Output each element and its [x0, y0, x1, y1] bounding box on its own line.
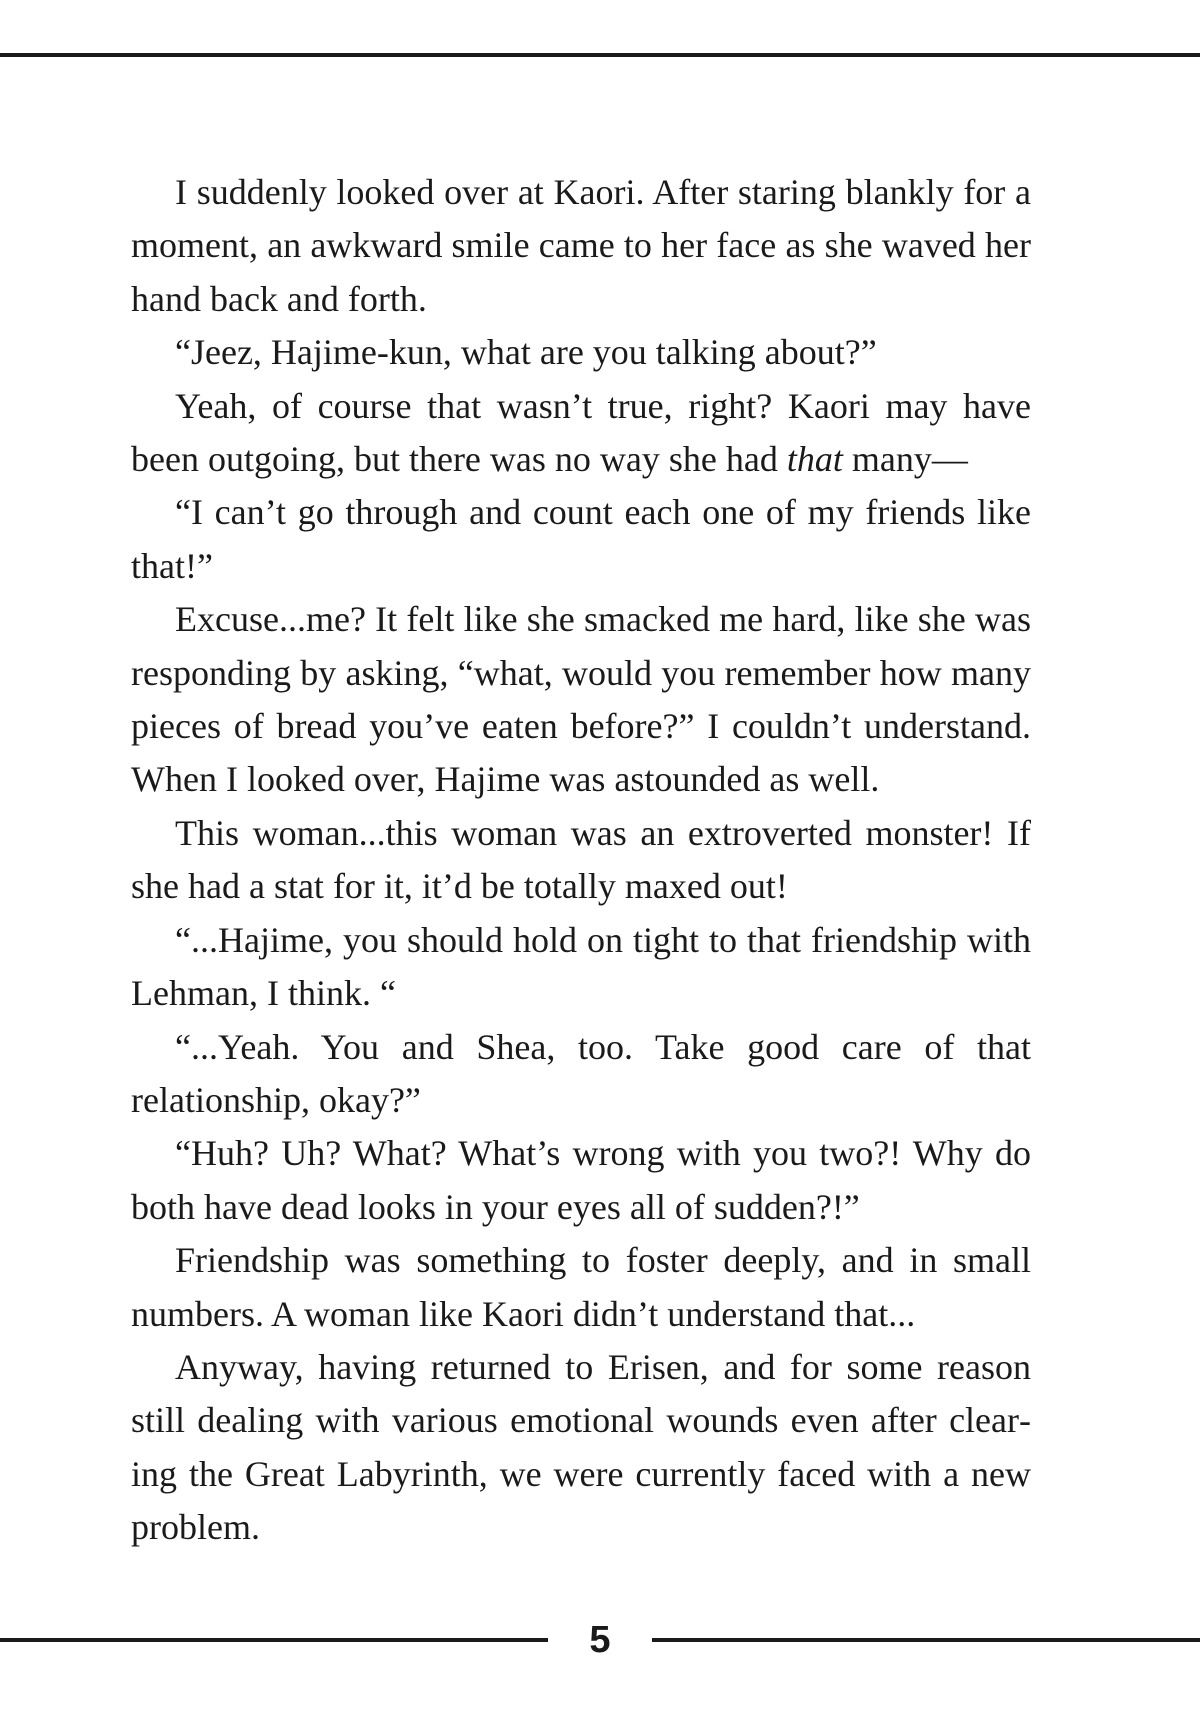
footer-rule-right — [652, 1638, 1200, 1642]
paragraph: “Huh? Uh? What? What’s wrong with you two?! Why do both have dead looks in your eyes all of sudden?!” — [131, 1133, 1031, 1227]
paragraph — [131, 380, 1031, 487]
paragraph: I suddenly looked over at Kaori. After staring blankly for a moment, an awkward smile came to her face as she waved her hand back and forth. — [131, 172, 1031, 319]
paragraph: Friendship was something to foster deeply, and in small numbers. A woman like Kaori didn’t understand that... — [131, 1240, 1031, 1334]
paragraph: Anyway, having returned to Erisen, and for some reason still dealing with various emotional wounds even after clearing the Great Labyrinth, we were currently faced with a new problem. — [131, 1346, 1031, 1548]
emphasis-text: that — [786, 439, 843, 480]
page-footer — [0, 1612, 1200, 1668]
paragraph-tail: many— — [842, 439, 968, 480]
paragraph-text: Yeah, of course that wasn’t true, right? Kaori may have been outgoing, but there was no way she had — [131, 385, 1031, 480]
page-number: 5 — [589, 1619, 611, 1661]
paragraph: “Jeez, Hajime-kun, what are you talking about?” — [175, 332, 877, 373]
paragraph: “...Hajime, you should hold on tight to that friendship with Lehman, I think. “ — [131, 919, 1031, 1014]
body-text — [131, 166, 1031, 1555]
paragraph: This woman...this woman was an extroverted monster! If she had a stat for it, it’d be totally maxed out! — [131, 812, 1031, 907]
paragraph: “...Yeah. You and Shea, too. Take good care of that relationship, okay?” — [131, 1026, 1031, 1120]
paragraph: Excuse...me? It felt like she smacked me hard, like she was responding by asking, “what, would you remember how many pieces of bread you’ve eaten before?” I couldn’t understand. When I looked over, Hajime was astounded as well. — [131, 599, 1031, 800]
paragraph: “I can’t go through and count each one of my friends like that!” — [131, 492, 1031, 586]
top-rule — [0, 53, 1200, 57]
footer-rule-left — [0, 1638, 548, 1642]
